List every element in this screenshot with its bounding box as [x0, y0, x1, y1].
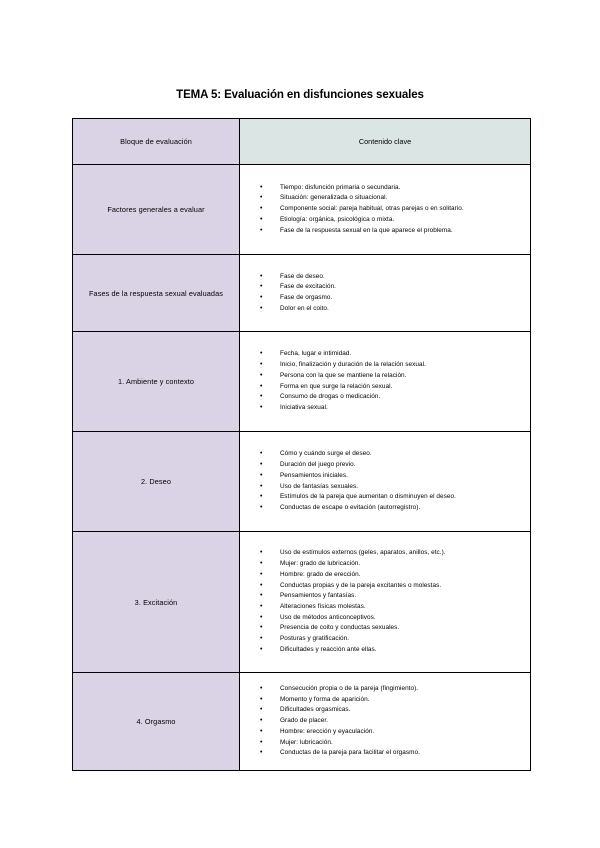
content-cell: [240, 332, 531, 432]
list-item: • Dificultades y reacción ante ellas.: [280, 645, 530, 656]
table-header-row: [73, 119, 531, 165]
list-item: • Dolor en el coito.: [280, 304, 530, 315]
content-cell: [240, 432, 531, 532]
list-item: • Uso de fantasías sexuales.: [280, 482, 530, 493]
list-item: • Uso de métodos anticonceptivos.: [280, 613, 530, 624]
list-item: • Estímulos de la pareja que aumentan o disminuyen el deseo.: [280, 492, 530, 503]
content-cell: [240, 255, 531, 332]
table-row: [73, 532, 531, 673]
header-block-cell: Bloque de evaluación: [73, 119, 240, 165]
list-item: • Hombre: erección y eyaculación.: [280, 727, 530, 738]
list-item: • Forma en que surge la relación sexual.: [280, 382, 530, 393]
list-item: • Consumo de drogas o medicación.: [280, 392, 530, 403]
list-item: • Consecución propia o de la pareja (fingimiento).: [280, 684, 530, 695]
list-item: • Persona con la que se mantiene la relación.: [280, 371, 530, 382]
list-item: • Conductas de la pareja para facilitar el orgasmo.: [280, 748, 530, 759]
list-item: • Inicio, finalización y duración de la relación sexual.: [280, 360, 530, 371]
content-list: [240, 183, 530, 237]
content-list: [240, 349, 530, 413]
list-item: • Posturas y gratificación.: [280, 634, 530, 645]
list-item: • Situación: generalizada o situacional.: [280, 193, 530, 204]
page-title: TEMA 5: Evaluación en disfunciones sexuales: [176, 89, 424, 101]
list-item: • Conductas de escape o evitación (autorregistro).: [280, 503, 530, 514]
table-row: [73, 673, 531, 771]
list-item: • Fase de excitación.: [280, 282, 530, 293]
list-item: • Fase de la respuesta sexual en la que aparece el problema.: [280, 226, 530, 237]
list-item: • Hombre: grado de erección.: [280, 570, 530, 581]
block-label: Factores generales a evaluar: [73, 165, 240, 255]
header-content-cell: Contenido clave: [240, 119, 531, 165]
list-item: • Grado de placer.: [280, 716, 530, 727]
list-item: • Uso de estímulos externos (geles, aparatos, anillos, etc.).: [280, 548, 530, 559]
table-row: [73, 165, 531, 255]
list-item: • Tiempo: disfunción primaria o secundaria.: [280, 183, 530, 194]
list-item: • Duración del juego previo.: [280, 460, 530, 471]
table-row: [73, 432, 531, 532]
block-label: Fases de la respuesta sexual evaluadas: [73, 255, 240, 332]
list-item: • Cómo y cuándo surge el deseo.: [280, 449, 530, 460]
list-item: • Fecha, lugar e intimidad.: [280, 349, 530, 360]
content-list: [240, 684, 530, 759]
evaluation-table: [72, 118, 531, 771]
block-label: 1. Ambiente y contexto: [73, 332, 240, 432]
block-label: 3. Excitación: [73, 532, 240, 673]
list-item: • Pensamientos y fantasías.: [280, 591, 530, 602]
list-item: • Pensamientos iniciales.: [280, 471, 530, 482]
list-item: • Etiología: orgánica, psicológica o mixta.: [280, 215, 530, 226]
list-item: • Fase de deseo.: [280, 272, 530, 283]
list-item: • Dificultades orgasmicas.: [280, 705, 530, 716]
content-list: [240, 449, 530, 513]
list-item: • Presencia de coito y conductas sexuales.: [280, 623, 530, 634]
block-label: 2. Deseo: [73, 432, 240, 532]
list-item: • Momento y forma de aparición.: [280, 695, 530, 706]
table-row: [73, 332, 531, 432]
list-item: • Mujer: grado de lubricación.: [280, 559, 530, 570]
list-item: • Mujer: lubricación.: [280, 738, 530, 749]
content-list: [240, 548, 530, 655]
content-cell: [240, 532, 531, 673]
list-item: • Fase de orgasmo.: [280, 293, 530, 304]
content-cell: [240, 673, 531, 771]
list-item: • Conductas propias y de la pareja excitantes o molestas.: [280, 581, 530, 592]
block-label: 4. Orgasmo: [73, 673, 240, 771]
table-row: [73, 255, 531, 332]
content-cell: [240, 165, 531, 255]
list-item: • Alteraciones físicas molestas.: [280, 602, 530, 613]
content-list: [240, 272, 530, 315]
list-item: • Componente social: pareja habitual, otras parejas o en solitario.: [280, 204, 530, 215]
list-item: • Iniciativa sexual.: [280, 403, 530, 414]
